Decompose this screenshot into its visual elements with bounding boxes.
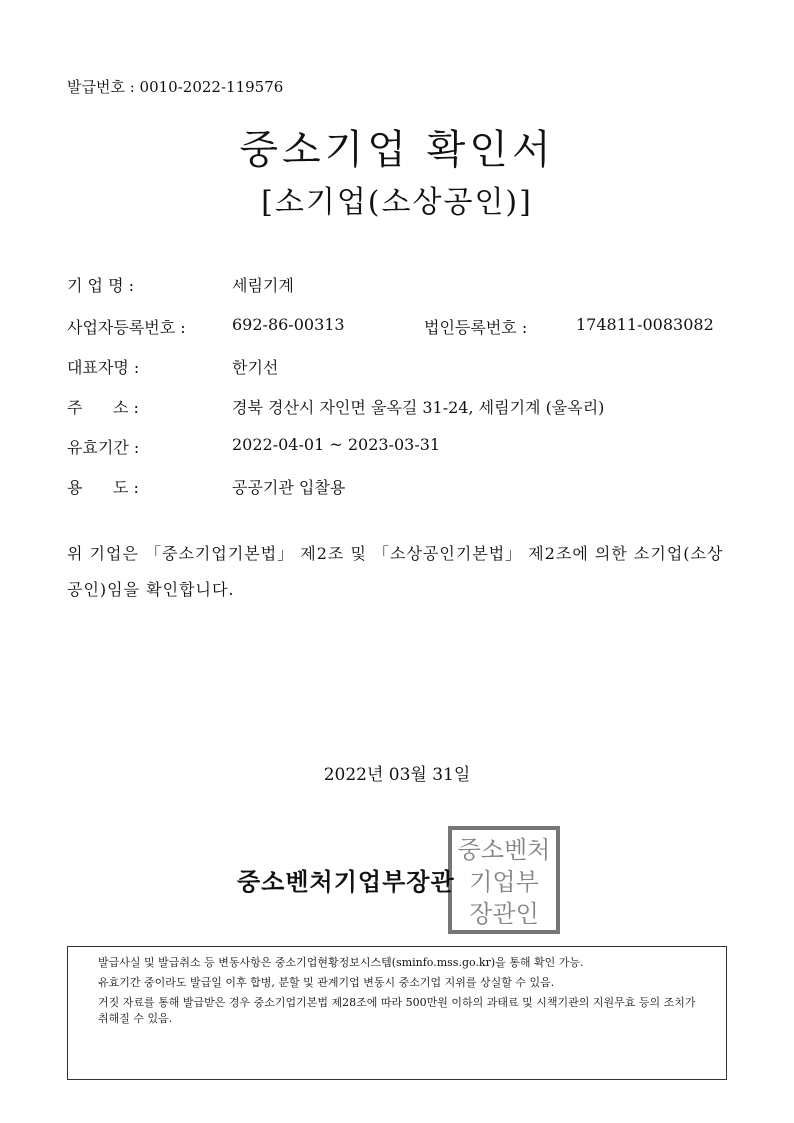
representative-label: 대표자명 : <box>67 358 140 377</box>
validity-value: 2022-04-01 ~ 2023-03-31 <box>232 435 441 454</box>
representative-value: 한기선 <box>232 358 279 377</box>
issue-number: 발급번호 : 0010-2022-119576 <box>67 78 284 96</box>
corporate-reg-value: 174811-0083082 <box>576 315 714 334</box>
corporate-reg-label: 법인등록번호 : <box>424 318 528 337</box>
seal-line: 중소벤처 <box>457 836 551 864</box>
notice-box <box>67 946 727 1080</box>
issuer-name: 중소벤처기업부장관 <box>237 868 455 896</box>
document-title: 중소기업 확인서 <box>239 127 555 173</box>
validity-label: 유효기간 : <box>67 438 140 457</box>
address-label: 주 소 : <box>67 398 139 417</box>
notice-item: 발급사실 및 발급취소 등 변동사항은 중소기업현황정보시스템(sminfo.mss.go.kr)을 통해 확인 가능. <box>98 956 584 969</box>
seal-line: 기업부 <box>469 868 539 896</box>
issue-date: 2022년 03월 31일 <box>323 765 471 785</box>
seal-line: 장관인 <box>469 900 539 928</box>
document-subtitle: [소기업(소상공인)] <box>261 185 533 220</box>
confirmation-statement: 위 기업은 「중소기업기본법」 제2조 및 「소상공인기본법」 제2조에 의한 소기업(소상공인)임을 확인합니다. <box>67 544 724 599</box>
purpose-label: 용 도 : <box>67 478 139 497</box>
address-value: 경북 경산시 자인면 울옥길 31-24, 세림기계 (울옥리) <box>232 398 605 417</box>
official-seal-stamp <box>448 826 560 934</box>
company-name-label: 기 업 명 : <box>67 276 135 295</box>
purpose-value: 공공기관 입찰용 <box>232 478 346 497</box>
company-name-value: 세림기계 <box>232 276 294 295</box>
notice-item: 거짓 자료를 통해 발급받은 경우 중소기업기본법 제28조에 따라 500만원 이하의 과태료 및 시책기관의 지원무효 등의 조치가 취해질 수 있음. <box>98 996 696 1025</box>
business-reg-label: 사업자등록번호 : <box>67 318 186 337</box>
notice-item: 유효기간 중이라도 발급일 이후 합병, 분할 및 관계기업 변동시 중소기업 지위를 상실할 수 있음. <box>98 976 555 989</box>
business-reg-value: 692-86-00313 <box>232 315 345 334</box>
